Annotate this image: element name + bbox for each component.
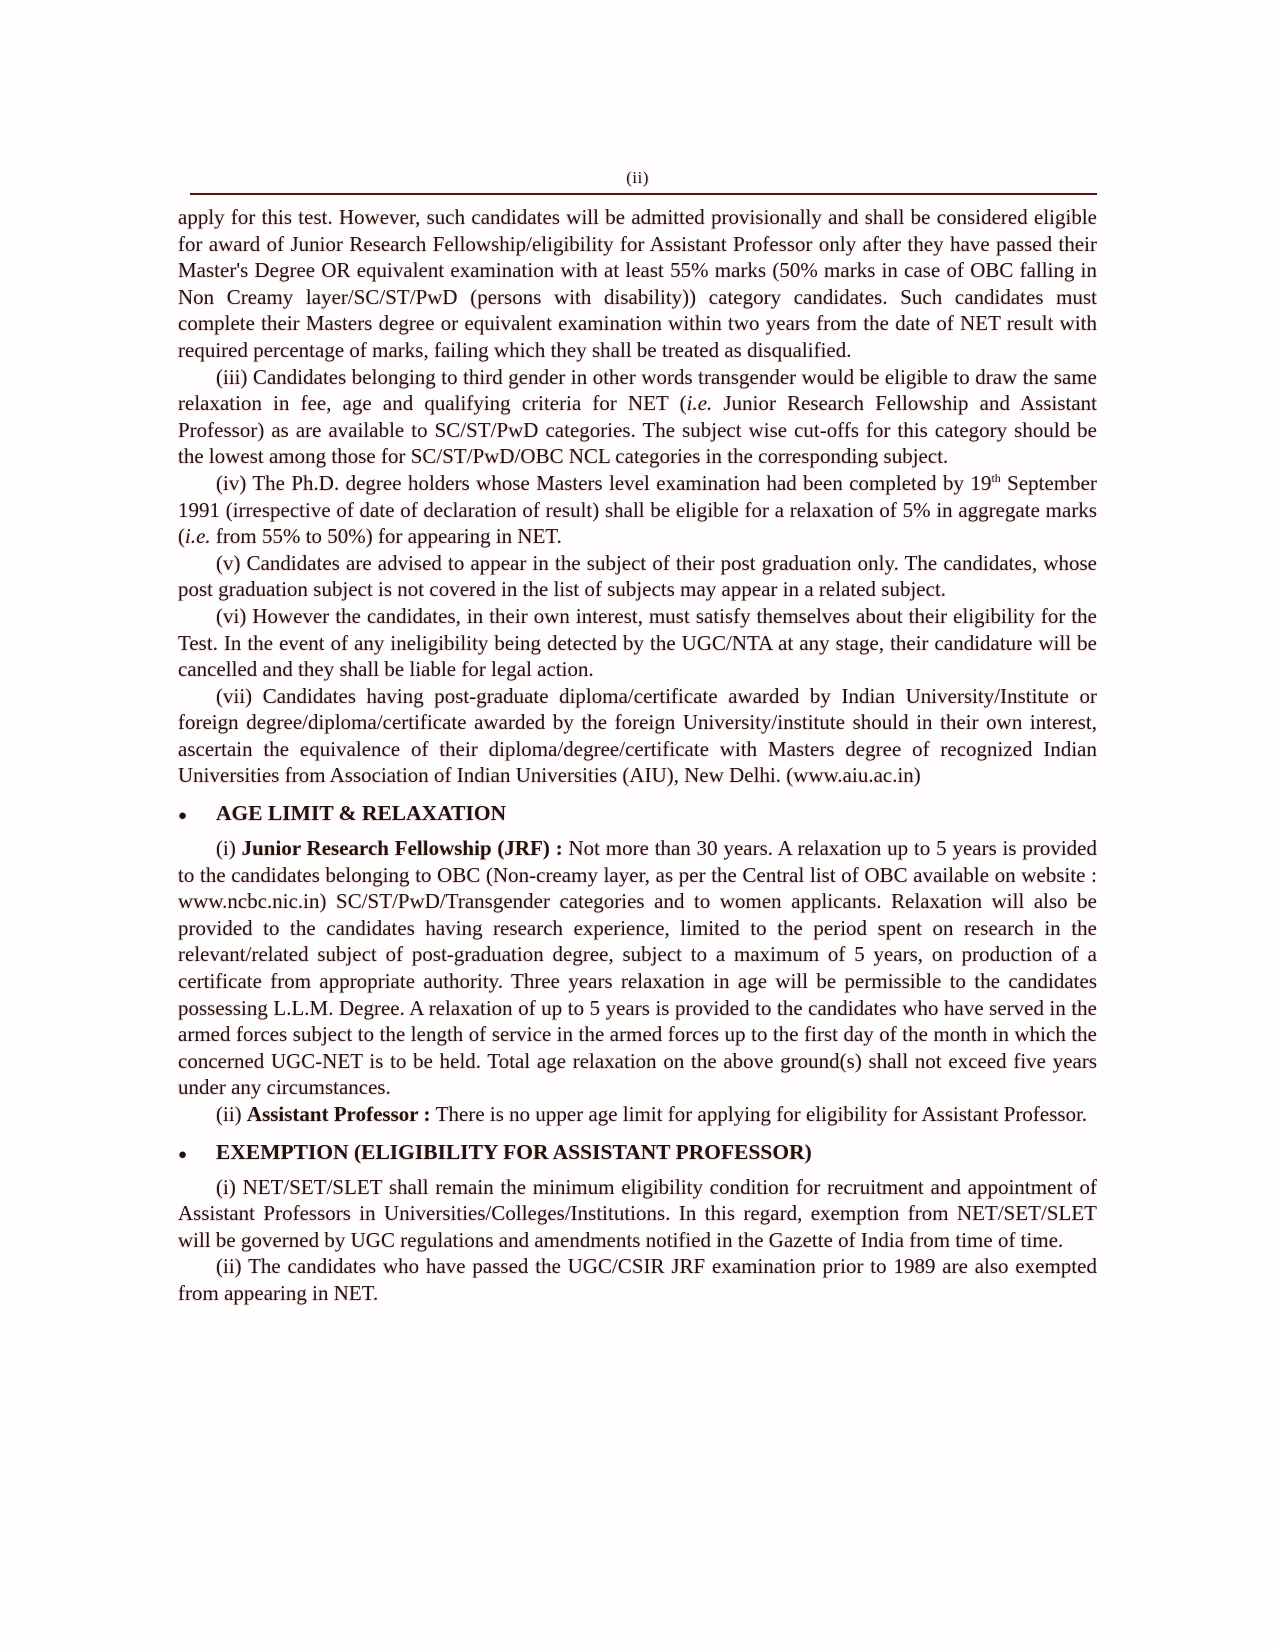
paragraph-text: September 1991 (irrespective of date of declaration of result) shall be eligible for a relaxation of 5% in aggregate marks ( — [178, 470, 1097, 549]
paragraph-clause-vii — [178, 683, 1097, 789]
bullet-icon: ● — [178, 808, 188, 825]
paragraph-text: (i) NET/SET/SLET shall remain the minimum eligibility condition for recruitment and appointment of Assistant Professors in Universities/Colleges/Institutions. In this regard, exemption from NET/SET/SLET will be governed by UGC regulations and amendments notified in the Gazette of India from time of time. — [178, 1174, 1097, 1252]
paragraph-text: Junior Research Fellowship and Assistant Professor) as are available to SC/ST/PwD categories. The subject wise cut-offs for this category should be the lowest among those for SC/ST/PwD/OBC NCL categories in the corresponding subject. — [178, 391, 1097, 469]
header-rule — [190, 193, 1097, 195]
italic-text: i.e. — [686, 391, 713, 416]
paragraph-clause-vi — [178, 603, 1097, 683]
section-header-exemption — [178, 1139, 1097, 1169]
bold-text: Assistant Professor : — [246, 1102, 436, 1126]
page-number: (ii) — [626, 168, 649, 187]
paragraph-text: Not more than 30 years. A relaxation up to 5 years is provided to the candidates belonging to OBC (Non-creamy layer, as per the Central list of OBC available on website : www.ncbc.nic.in) SC/ST/PwD/Transgender categories and to women applicants. Relaxation will also be provided to the candidates having research experience, limited to the period spent on research in the relevant/related subject of post-graduation degree, subject to a maximum of 5 years, on production of a certificate from appropriate authority. Three years relaxation in age will be permissible to the candidates possessing L.L.M. Degree. A relaxation of up to 5 years is provided to the candidates who have served in the armed forces subject to the length of service in the armed forces up to the first day of the month in which the concerned UGC-NET is to be held. Total age relaxation on the above ground(s) shall not exceed five years under any circumstances. — [178, 836, 1097, 1100]
paragraph-clause-iii — [178, 364, 1097, 470]
section-header-age-limit — [178, 800, 1097, 830]
paragraph-text: (ii) The candidates who have passed the UGC/CSIR JRF examination prior to 1989 are also exempted from appearing in NET. — [178, 1254, 1097, 1305]
paragraph-text: (iii) Candidates belonging to third gender in other words transgender would be eligible to draw the same relaxation in fee, age and qualifying criteria for NET ( — [178, 364, 1097, 416]
paragraph-text: (v) Candidates are advised to appear in the subject of their post graduation only. The candidates, whose post graduation subject is not covered in the list of subjects may appear in a related subject. — [178, 550, 1097, 602]
italic-text: i.e. — [185, 524, 211, 549]
paragraph-clause-v — [178, 550, 1097, 603]
paragraph-text: (ii) — [216, 1102, 247, 1126]
paragraph-text: apply for this test. However, such candidates will be admitted provisionally and shall be considered eligible for award of Junior Research Fellowship/eligibility for Assistant Professor only after they have passed their Master's Degree OR equivalent examination with at least 55% marks (50% marks in case of OBC falling in Non Creamy layer/SC/ST/PwD (persons with disability)) category candidates. Such candidates must complete their Masters degree or equivalent examination within two years from the date of NET result with required percentage of marks, failing which they shall be treated as disqualified. — [178, 205, 1097, 362]
paragraph-text: (iv) The Ph.D. degree holders whose Masters level examination had been completed by 19 — [216, 470, 992, 495]
section-title: EXEMPTION (ELIGIBILITY FOR ASSISTANT PROFESSOR) — [216, 1139, 812, 1164]
paragraph-text: There is no upper age limit for applying for eligibility for Assistant Professor. — [435, 1102, 1088, 1126]
bullet-icon: ● — [178, 1146, 188, 1163]
paragraph-age-limit-jrf — [178, 835, 1097, 1101]
paragraph-exemption-i — [178, 1174, 1097, 1254]
paragraph-age-limit-assistant-professor — [178, 1101, 1097, 1128]
paragraph-text: from 55% to 50%) for appearing in NET. — [210, 524, 562, 549]
paragraph-continuation — [178, 204, 1097, 364]
paragraph-clause-iv — [178, 470, 1097, 550]
section-title: AGE LIMIT & RELAXATION — [216, 801, 507, 826]
paragraph-text: (i) — [216, 836, 242, 861]
superscript-text: th — [991, 470, 1001, 485]
paragraph-exemption-ii — [178, 1253, 1097, 1306]
paragraph-text: (vii) Candidates having post-graduate diploma/certificate awarded by Indian University/Institute or foreign degree/diploma/certificate awarded by the foreign University/institute should in their own interest, ascertain the equivalence of their diploma/degree/certificate with Masters degree of recognized Indian Universities from Association of Indian Universities (AIU), New Delhi. (www.aiu.ac.in) — [178, 683, 1097, 788]
bold-text: Junior Research Fellowship (JRF) : — [241, 836, 569, 861]
document-content — [178, 168, 1097, 1307]
paragraph-text: (vi) However the candidates, in their own interest, must satisfy themselves about their eligibility for the Test. In the event of any ineligibility being detected by the UGC/NTA at any stage, their candidature will be cancelled and they shall be liable for legal action. — [178, 603, 1097, 682]
